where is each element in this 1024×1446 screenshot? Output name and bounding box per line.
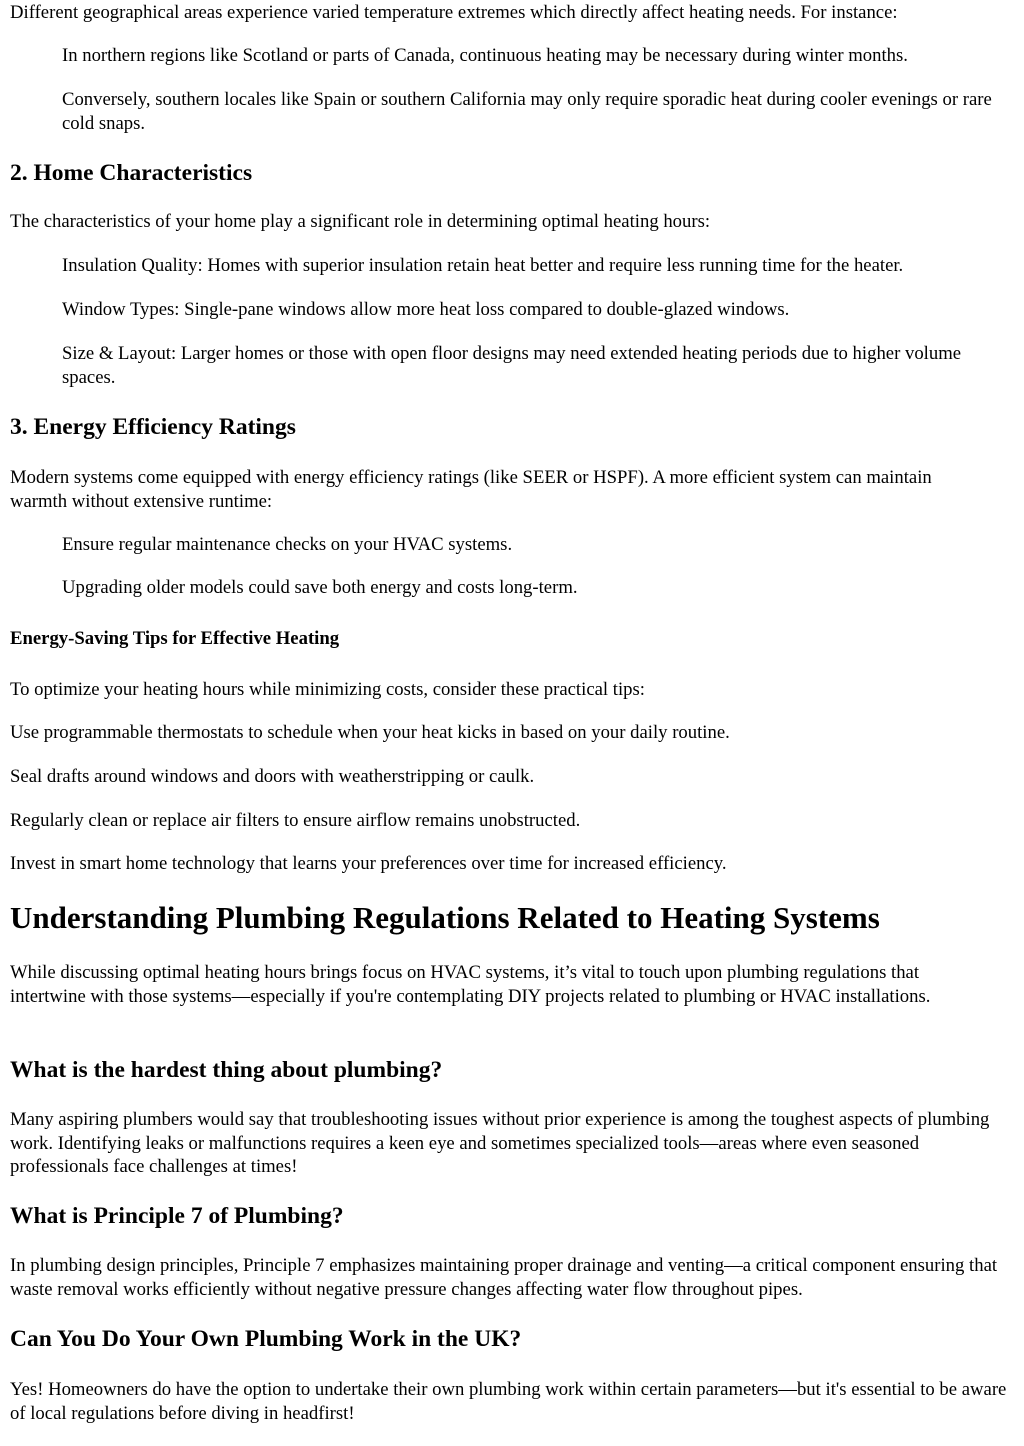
tip-item: Use programmable thermostats to schedule when your heat kicks in based on your daily routine. xyxy=(10,722,730,743)
list-item: Ensure regular maintenance checks on your HVAC systems. xyxy=(62,534,513,555)
section-lead: The characteristics of your home play a significant role in determining optimal heating hours: xyxy=(10,211,711,232)
list-item: Insulation Quality: Homes with superior insulation retain heat better and require less running time for the heater. xyxy=(62,255,904,276)
section-lead: Modern systems come equipped with energy efficiency ratings (like SEER or HSPF). A more efficient system can maintain warmth without extensive runtime: xyxy=(10,467,932,512)
faq-question: What is Principle 7 of Plumbing? xyxy=(10,1203,344,1229)
tip-item: Seal drafts around windows and doors with weatherstripping or caulk. xyxy=(10,766,535,787)
geo-item: In northern regions like Scotland or parts of Canada, continuous heating may be necessary during winter months. xyxy=(62,45,908,66)
tip-item: Invest in smart home technology that learns your preferences over time for increased efficiency. xyxy=(10,853,727,874)
list-item: Size & Layout: Larger homes or those with open floor designs may need extended heating periods due to higher volume spaces. xyxy=(62,343,962,388)
plumbing-lead: While discussing optimal heating hours brings focus on HVAC systems, it’s vital to touch upon plumbing regulations that intertwine with those systems—especially if you're contemplating DIY projects related to plumbing or HVAC installations. xyxy=(10,962,931,1007)
tips-lead: To optimize your heating hours while minimizing costs, consider these practical tips: xyxy=(10,679,645,700)
tip-item: Regularly clean or replace air filters to ensure airflow remains unobstructed. xyxy=(10,810,581,831)
section-heading-home-characteristics: 2. Home Characteristics xyxy=(10,160,253,186)
faq-answer: Yes! Homeowners do have the option to undertake their own plumbing work within certain parameters—but it's essential to be aware of local regulations before diving in headfirst! xyxy=(10,1379,1007,1424)
intro-paragraph: Different geographical areas experience varied temperature extremes which directly affect heating needs. For instance: xyxy=(10,2,898,23)
plumbing-heading: Understanding Plumbing Regulations Related to Heating Systems xyxy=(10,900,880,935)
faq-answer: Many aspiring plumbers would say that troubleshooting issues without prior experience is among the toughest aspects of plumbing work. Identifying leaks or malfunctions requires a keen eye and sometimes specialized tools—areas where even seasoned professionals face challenges at times! xyxy=(10,1109,990,1177)
geo-item: Conversely, southern locales like Spain or southern California may only require sporadic heat during cooler evenings or rare cold snaps. xyxy=(62,89,992,134)
list-item: Upgrading older models could save both energy and costs long-term. xyxy=(62,577,578,598)
faq-answer: In plumbing design principles, Principle 7 emphasizes maintaining proper drainage and venting—a critical component ensuring that waste removal works efficiently without negative pressure changes affecting water flow throughout pipes. xyxy=(10,1255,998,1300)
faq-question: Can You Do Your Own Plumbing Work in the UK? xyxy=(10,1326,522,1352)
tips-heading: Energy-Saving Tips for Effective Heating xyxy=(10,628,340,649)
list-item: Window Types: Single-pane windows allow more heat loss compared to double-glazed windows. xyxy=(62,299,790,320)
faq-question: What is the hardest thing about plumbing? xyxy=(10,1057,443,1083)
section-heading-energy-efficiency: 3. Energy Efficiency Ratings xyxy=(10,414,296,440)
